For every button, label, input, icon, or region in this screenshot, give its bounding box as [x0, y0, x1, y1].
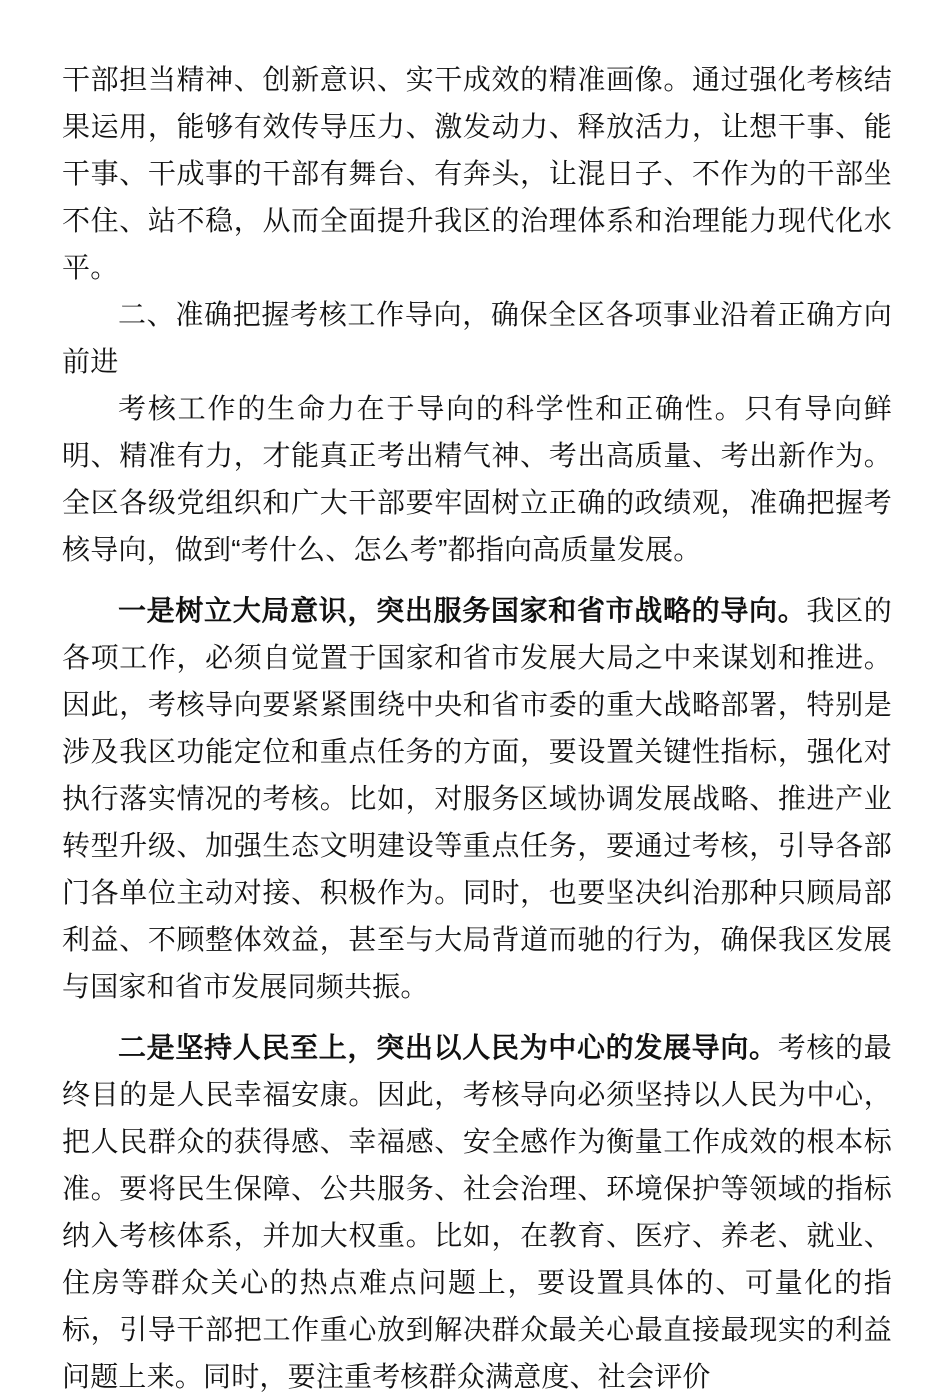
paragraph-text: 考核的最终目的是人民幸福安康。因此，考核导向必须坚持以人民为中心，把人民群众的获得感、幸福感、安全感作为衡量工作成效的根本标准。要将民生保障、公共服务、社会治理、环境保护等领域的指标纳入考核体系，并加大权重。比如，在教育、医疗、养老、就业、住房等群众关心的热点难点问题上，要设置具体的、可量化的指标，引导干部把工作重心放到解决群众最关心最直接最现实的利益问题上来。同时，要注重考核群众满意度、社会评价	[62, 1032, 892, 1392]
paragraph-point-one	[62, 587, 892, 1010]
paragraph-text: 干部担当精神、创新意识、实干成效的精准画像。通过强化考核结果运用，能够有效传导压力、激发动力、释放活力，让想干事、能干事、干成事的干部有舞台、有奔头，让混日子、不作为的干部坐不住、站不稳，从而全面提升我区的治理体系和治理能力现代化水平。	[62, 64, 892, 283]
section-heading-two	[62, 291, 892, 385]
document-body	[62, 56, 892, 1400]
section-heading-text: 二、准确把握考核工作导向，确保全区各项事业沿着正确方向前进	[62, 299, 892, 377]
paragraph-text: 我区的各项工作，必须自觉置于国家和省市发展大局之中来谋划和推进。因此，考核导向要紧紧围绕中央和省市委的重大战略部署，特别是涉及我区功能定位和重点任务的方面，要设置关键性指标，强化对执行落实情况的考核。比如，对服务区域协调发展战略、推进产业转型升级、加强生态文明建设等重点任务，要通过考核，引导各部门各单位主动对接、积极作为。同时，也要坚决纠治那种只顾局部利益、不顾整体效益，甚至与大局背道而驰的行为，确保我区发展与国家和省市发展同频共振。	[62, 595, 892, 1002]
point-one-lead: 一是树立大局意识，突出服务国家和省市战略的导向。	[118, 595, 807, 626]
point-two-lead: 二是坚持人民至上，突出以人民为中心的发展导向。	[118, 1032, 778, 1063]
paragraph-section-two-intro	[62, 385, 892, 573]
paragraph-text: 考核工作的生命力在于导向的科学性和正确性。只有导向鲜明、精准有力，才能真正考出精气神、考出高质量、考出新作为。全区各级党组织和广大干部要牢固树立正确的政绩观，准确把握考核导向，做到“考什么、怎么考”都指向高质量发展。	[62, 393, 892, 565]
paragraph-continuation	[62, 56, 892, 291]
